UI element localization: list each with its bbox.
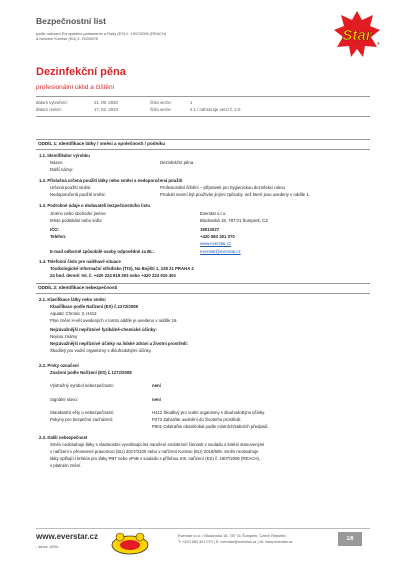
s11-name-label: Název:	[50, 160, 64, 165]
s11-other-label: Další názvy:	[50, 167, 74, 172]
footer-website[interactable]: www.everstar.cz	[36, 532, 98, 541]
product-name: Dezinfekční pěna	[36, 66, 126, 78]
s22-symbol-value: není	[152, 383, 161, 388]
star-brand-logo	[333, 10, 381, 58]
s23-line-2: v nařízení v přenesené pravomoci (EU) 2017/2100 nebo v nařízení Komise (EU) 2018/605. Směs neobsahuje	[50, 449, 259, 454]
s14-line-2: 24 hod. denně: tel. č. +420 224 919 293 nebo +420 224 915 402	[50, 273, 176, 278]
s12-not-value: Produkt nesmí být používán jinými způsoby, než které jsou uvedeny v oddíle 1.	[160, 192, 310, 197]
s22-p-label: Pokyny pro bezpečné zacházení:	[50, 417, 114, 422]
s13-name-value: Everstar s.r.o.	[200, 211, 227, 216]
product-category: profesionální úklid a čištění	[36, 84, 115, 91]
s22-h-label: Standardní věty o nebezpečnosti:	[50, 410, 114, 415]
s23-line-3: látky splňující kritéria pro látky PBT nebo vPvB v souladu s přílohou XIII, nařízení (ES) č. 1907/2006 (REACH),	[50, 456, 261, 461]
s21-sub: Klasifikace podle Nařízení (ES) č.1272/2008	[50, 304, 138, 309]
svg-text:®: ®	[377, 41, 380, 46]
s21-note: Plné znění H-vět uvedených v tomto oddíle je uvedeno v oddíle 16.	[50, 318, 178, 323]
s22-word-label: Signální slovo:	[50, 397, 78, 402]
s13-addr-value: Bludovská 18, 787 01 Šumperk, CZ	[200, 218, 268, 223]
s13-mail-label: E-mail odborně způsobilé osoby odpovědné za BL:	[50, 249, 155, 254]
s22-p-value-1: P273 Zabraňte uvolnění do životního prostředí.	[152, 417, 242, 422]
s21-class: Aquatic Chronic 3, H412	[50, 311, 97, 316]
star-mascot-icon	[108, 530, 152, 556]
page-number-badge: 1/8	[338, 532, 362, 546]
s12-use-value: Profesionální čištění – přípravek pro hygienickou dezinfekci rukou	[160, 185, 285, 190]
footer-divider	[36, 528, 370, 529]
s23-title: 2.3. Další nebezpečnost	[39, 435, 88, 440]
s13-ico-value: 19013027	[200, 227, 220, 232]
s23-line-1: Směs neobsahuje látky s vlastnostmi vyvolávajícími narušení endokrinní činnosti v souladu s kritérii stanovenými	[50, 442, 265, 447]
s22-title: 2.2. Prvky označení	[39, 363, 79, 368]
s13-web-link[interactable]: www.everstar.cz	[200, 241, 232, 246]
s13-name-label: Jméno nebo obchodní jméno:	[50, 211, 107, 216]
s21-phys-title: Nejzávažnější nepříznivé fyzikálně-chemické účinky:	[50, 327, 157, 332]
s13-tel-value: +420 583 301 070	[200, 234, 235, 239]
s14-line-1: Toxikologické informační středisko (TIS), Na Bojišti 1, 128 21 PRAHA 2	[50, 266, 194, 271]
s14-title: 1.4. Telefonní číslo pro naléhavé situace	[39, 259, 121, 264]
version-label: číslo verze:	[150, 100, 172, 105]
revision-date-label: datum revize:	[36, 107, 62, 112]
replaces-label: číslo verze:	[150, 107, 172, 112]
version-value: 1	[190, 100, 193, 105]
divider	[36, 116, 370, 117]
footer-address: Everstar s.r.o. | Bludovská 18, 787 01 Šumperk, Czech Republic	[178, 534, 286, 538]
svg-text:Star: Star	[342, 27, 372, 44]
s21-phys-value: Nejsou známy	[50, 334, 78, 339]
s13-addr-label: Místo podnikání nebo sídlo:	[50, 218, 103, 223]
s13-mail-link[interactable]: everstar@everstar.cz	[200, 249, 241, 254]
section-2-heading: ODDÍL 2: Identifikace nebezpečnosti	[36, 283, 370, 291]
s21-health-value: Škodlivý pro vodní organismy s dlouhodobými účinky.	[50, 348, 152, 353]
s13-title: 1.3. Podrobné údaje o dodavateli bezpečnostního listu	[39, 203, 151, 208]
s22-word-value: není	[152, 397, 161, 402]
document-title: Bezpečnostní list	[36, 16, 106, 26]
s12-not-label: Nedoporučená použití směsi:	[50, 192, 106, 197]
s11-name-value: Dezinfekční pěna	[160, 160, 194, 165]
replaces-value: 2.1 / nahrazuje verzi č. 2.0	[190, 107, 241, 112]
s13-tel-label: Telefon:	[50, 234, 67, 239]
issue-date-label: datum vytvoření:	[36, 100, 68, 105]
s23-line-4: v platném znění.	[50, 463, 82, 468]
s13-ico-label: IČO:	[50, 227, 60, 232]
s21-title: 2.1. Klasifikace látky nebo směsi	[39, 297, 106, 302]
regulation-line-2: a nařízení Komise (EU) č. 2020/878	[36, 36, 98, 41]
s21-health-title: Nejzávažnější nepříznivé účinky na lidské zdraví a životní prostředí:	[50, 341, 189, 346]
s22-symbol-label: Výstražný symbol nebezpečnosti:	[50, 383, 114, 388]
section-1-heading: ODDÍL 1: Identifikace látky / směsi a společnosti / podniku	[36, 139, 370, 147]
revision-date-value: 17. 02. 2023	[94, 107, 118, 112]
s12-title: 1.2. Příslušná určená použití látky nebo směsi a nedoporučená použití	[39, 178, 183, 183]
s22-sub: Značení podle Nařízení (ES) č.1272/2008	[50, 370, 132, 375]
s11-title: 1.1. Identifikátor výrobku	[39, 153, 90, 158]
s22-p-value-2: P501 Odstraňte obsah/obal podle místních/státních předpisů.	[152, 424, 269, 429]
regulation-line-1: podle nařízení Evropského parlamentu a Rady (ES) č. 1907/2006 (REACH)	[36, 31, 166, 36]
s12-use-label: Určená použití směsi:	[50, 185, 92, 190]
footer-contacts: T: +420 583 301 070 | E: everstar@everstar.cz | W: www.everstar.cz	[178, 540, 293, 544]
s22-h-value: H412 Škodlivý pro vodní organismy s dlouhodobými účinky.	[152, 410, 266, 415]
divider	[36, 96, 370, 97]
issue-date-value: 21. 09. 2020	[94, 100, 118, 105]
footer-since: - since 1994 -	[36, 544, 61, 549]
